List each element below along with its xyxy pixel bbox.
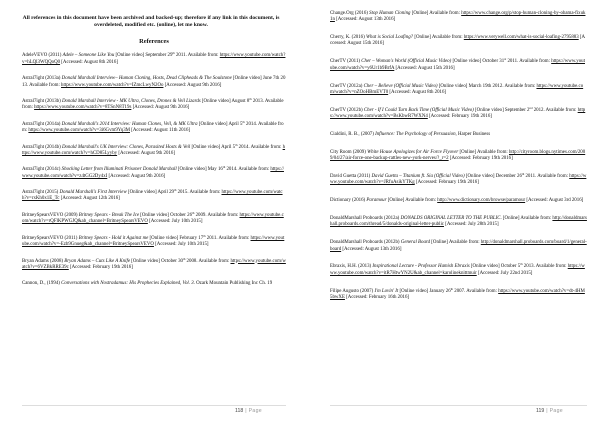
reference-accessed: [Accessed: February 19th 2016] (68, 264, 133, 270)
references-heading: References (139, 38, 169, 46)
reference-accessed: [Accessed: August 12th 2016] (59, 196, 120, 202)
ordinal-suffix: th (235, 142, 238, 147)
reference-author: David Guetta (2011) (330, 174, 372, 180)
page-footer-left (235, 408, 262, 414)
reference-entry (330, 174, 587, 187)
reference-accessed: [Accessed: July 10th 2015] (147, 219, 203, 225)
reference-details: [Online video] April 5 (190, 144, 236, 150)
reference-details: [Online video] April 5 (197, 121, 243, 127)
reference-details: [Online] Available from: (458, 149, 509, 155)
ordinal-suffix: th (222, 165, 226, 170)
reference-accessed: [Accessed: February 16th 2016] (344, 294, 410, 300)
reference-details: [Online] Available from: (413, 35, 464, 41)
reference-link[interactable]: http://cityroom.blogs.nytimes.com/2009/04/27/air-force-one-backup-rattles-new-york-nerves/?_r=2 (330, 149, 586, 162)
reference-author: Dictionary (2016) (330, 198, 367, 204)
reference-link[interactable]: https://www.youtube.com/watch?v=rQFlKPWGJQ&ab_channel=BritneySpearsVEVO (22, 212, 284, 225)
footer-separator: | (245, 408, 247, 414)
reference-details: 2007. Available from: (453, 288, 499, 294)
footer-rule (22, 405, 286, 406)
reference-author: City Room (2009) (330, 149, 368, 155)
reference-accessed: [Accessed: August 9th 2016] (131, 105, 190, 111)
reference-accessed: [Accessed: August 9th 2016] (107, 173, 166, 179)
reference-details: . Ozark Mountain Publishing Inc Ch. 19 (193, 281, 273, 287)
reference-accessed: [Accessed: July 28th 2015] (443, 222, 499, 228)
reference-entry (330, 150, 587, 163)
reference-link[interactable]: https://www.youtube.com/watch?v=hCD85Lyyby (22, 144, 286, 156)
reference-title: Donald Marshall's UK Interview: Clones, Parasited Hosts & Veil (61, 144, 191, 150)
reference-accessed: [Accessed: February 19th 2016] (448, 156, 513, 162)
reference-details: 2008. Available from: (185, 258, 231, 264)
reference-link[interactable]: https://www.change.org/p/stop-human-cloning-by-obama-fixuk1n (330, 11, 586, 23)
reference-entry (330, 132, 587, 138)
reference-entry (22, 190, 286, 203)
reference-title: Donald Marshall's First Interview (59, 190, 127, 196)
page-footer-right (536, 408, 563, 414)
reference-details: [Online video] June 7th 2013. Available from: (22, 76, 286, 88)
reference-accessed: [Accessed: August 9th 2016] (163, 82, 222, 88)
reference-link[interactable]: https://www.youtube.com/watch?v=dt-4HM5bwXE (330, 288, 585, 300)
reference-details: 2014. Available from: (22, 121, 284, 134)
reference-title: DONALDS ORIGINAL LETTER TO THE PUBLIC (400, 216, 501, 222)
reference-details: 2011. Available from: (506, 59, 552, 65)
ordinal-suffix: nd (529, 105, 533, 110)
reference-author: Cannon, D., (1994) (22, 281, 62, 287)
reference-title: Shocking Letter from Illuminati Prisoner Donald Marshall (61, 167, 177, 173)
reference-title: Adele – Someone Like You (62, 53, 115, 59)
ordinal-suffix: th (174, 188, 177, 193)
reference-details: 2013. Available from: (22, 99, 284, 111)
reference-author: Astral7ight (2014c) (22, 167, 62, 173)
reference-title: Bryan Adams – Cuts Like A Knife (64, 258, 131, 264)
archive-notice: All references in this document have been archived and backed-up; therefore if any link in this document, is overdeleted, modified etc. (online), let me know. (22, 15, 280, 29)
left-reference-list (22, 53, 286, 287)
reference-author: Cherry, K. (2016) (330, 35, 366, 41)
reference-link[interactable]: https://www.youtube.com/watch?v=IZmcLwyN2Oo (61, 82, 164, 88)
reference-author: BritneySpearsVEVO (2011) (22, 235, 79, 241)
ordinal-suffix: th (203, 233, 206, 238)
reference-author: Astral7ight (2013a) (22, 76, 62, 82)
reference-entry (22, 119, 286, 135)
reference-details: 2013. Available from: (522, 264, 568, 270)
reference-link[interactable]: https://www.youtube.com/watch?v=itR7HtwYN2U&ab_channel=karolineknittmuir (330, 264, 585, 276)
reference-link[interactable]: https://www.youtube.com/watch?v=8TSnN8T19s (34, 105, 132, 111)
reference-accessed: [Accessed: February 19th 2016] (414, 180, 479, 186)
reference-entry (22, 210, 286, 226)
reference-link[interactable]: https://www.youtube.com/watch?v=6VZBkRRE39c (22, 258, 286, 270)
reference-author: CherTV (2012b) (330, 107, 364, 113)
reference-details: 2012. Available from: (532, 107, 578, 113)
right-page (303, 0, 599, 424)
page-label: Page (248, 408, 262, 414)
reference-details: [Online video] August 8 (200, 99, 250, 105)
reference-accessed: [Accessed: August 13th 2016] (341, 246, 402, 252)
reference-author: Bryan Adams (2008) (22, 258, 65, 264)
reference-entry (330, 84, 587, 97)
reference-author: Astral7ight (2014a) (22, 121, 62, 127)
reference-author: CherTV (2012a) (330, 83, 364, 89)
reference-link[interactable]: http://donaldmarshall.proboards.com/thread/5/donalds-original-letter-public (330, 216, 587, 228)
reference-link[interactable]: https://www.youtube.com/watch?v=hLQl3WQQoQ0 (22, 53, 286, 65)
reference-details: [Online video] April 29 (126, 190, 174, 196)
reference-entry (330, 11, 587, 24)
reference-entry (22, 99, 286, 112)
ordinal-suffix: th (242, 119, 245, 124)
reference-title: White House Apologizes for Air Force Flyover (367, 149, 459, 155)
reference-author: AdeleVEVO (2011) (22, 53, 63, 59)
reference-entry (22, 233, 286, 249)
footer-separator: | (546, 408, 548, 414)
reference-details: 2014. Available from: (225, 167, 271, 173)
reference-details: [Online] Available from: (430, 240, 481, 246)
reference-details: [Online video] September 2 (473, 107, 530, 113)
reference-title: Britney Spears - Break The Ice (78, 212, 140, 218)
reference-author: CherTV (2011) (330, 59, 362, 65)
reference-author: Filipe Augusto (2007) (330, 288, 375, 294)
reference-details: [Online video] May 16 (176, 167, 223, 173)
page-number: 118 (235, 408, 244, 414)
reference-link[interactable]: https://www.youtube.com/watch?v=JRfuAsikYTKg (330, 174, 587, 186)
reference-author: DonaldMarshall Proboards (2012b) (330, 240, 401, 246)
reference-link[interactable]: https://www.youtube.com/watch?v=y6Ur1b9BrfA (330, 59, 585, 71)
reference-author: Astral7ight (2013b) (22, 99, 62, 105)
reference-title: General Board (400, 240, 431, 246)
ordinal-suffix: th (249, 97, 252, 102)
reference-title: What is Social Loafing? (365, 35, 414, 41)
reference-details: . [Online] Available from: (500, 216, 553, 222)
page-label: Page (549, 408, 563, 414)
reference-entry (330, 264, 587, 277)
reference-accessed: [Accessed: February 19th 2016] (427, 114, 492, 120)
reference-entry (330, 240, 587, 253)
reference-entry (22, 281, 286, 287)
reference-accessed: [Accessed: August 13th 2016] (334, 17, 396, 23)
reference-link[interactable]: https://www.youtube.com/watch?v=3i6Gvm9Yq3M (28, 128, 130, 134)
reference-title: I'm Lovin' It (374, 288, 399, 294)
reference-accessed: [Accessed: July 22nd 2015] (476, 270, 533, 276)
reference-details: [Online video] March 19th 2012. Available from: (437, 83, 537, 89)
left-page (0, 0, 296, 424)
reference-details: 2011. Available from: (524, 174, 570, 180)
reference-entry (22, 142, 286, 158)
reference-entry (22, 53, 286, 66)
reference-accessed: [Accessed: August 3rd 2016] (525, 198, 584, 204)
reference-title: Britney Spears - Hold it Against me (78, 235, 149, 241)
reference-link[interactable]: https://www.youtube.com/watch?v=nZOoHBmEVT0 (330, 83, 584, 95)
reference-details: [Online video] September 29 (114, 53, 173, 59)
reference-entry (330, 105, 587, 121)
reference-details: [Online video] December 26 (464, 174, 522, 180)
reference-author: Cialdini, R. B., (2007) (330, 131, 376, 137)
reference-title: Donald Marshall's 2014 Interview: Human Clones, Veil, & MK Ultra (61, 121, 198, 127)
reference-author: BritneySpearsVEVO (2009) (22, 212, 79, 218)
reference-title: Conversations with Nostradamus: His Prophecies Explained, Vol. 3 (61, 281, 194, 287)
reference-accessed: [Accessed: August 8th 2016] (388, 89, 447, 95)
reference-title: Influence: The Psychology of Persuasion (375, 131, 456, 137)
reference-link[interactable]: http://donaldmarshall.proboards.com/board/1/general-board (330, 240, 587, 252)
reference-details: [Online video] October 26 (139, 212, 193, 218)
reference-accessed: [Accessed: July 10th 2015] (153, 242, 209, 248)
reference-details: 2014. Available from: (237, 144, 283, 150)
reference-details: [Online video] October 30 (130, 258, 183, 264)
reference-accessed: [Accessed: August 15th 2016] (394, 65, 455, 71)
reference-title: Stop Human Cloning (369, 11, 411, 16)
reference-details: [Online video] February 17 (148, 235, 204, 241)
right-reference-list (330, 11, 587, 301)
reference-author: Astral7ight (2015) (22, 190, 60, 196)
reference-details: 2011. Available from: (174, 53, 220, 59)
reference-entry (330, 198, 587, 204)
reference-link[interactable]: https://www.youtube.com/watch?v=-Ezb9Gnueg&ab_channel=BritneySpearsVEVO (22, 235, 285, 248)
reference-link[interactable]: http://www.dictionary.com/browse/paramour (437, 198, 526, 204)
reference-title: Cher - If I Could Turn Back Time (Official Music Video) (363, 107, 474, 113)
reference-author: DonaldMarshall Proboards (2012a) (330, 216, 401, 222)
reference-author: Ebraxis, H.H. (2013) (330, 264, 373, 270)
reference-details: 2011. Available from: (205, 235, 251, 241)
left-page-content (22, 15, 286, 298)
reference-link[interactable]: https://www.youtube.com/watch?v=BsKbwR7WXN4 (330, 107, 586, 120)
reference-entry (330, 216, 587, 229)
right-page-content (330, 11, 587, 313)
reference-author: Astral7ight (2014b) (22, 144, 62, 150)
page-number: 119 (536, 408, 545, 414)
reference-entry (330, 59, 587, 72)
reference-title: Donald Marshall Interview– Human Cloning, Hosts, Dead Clipheads & The Soulstone (61, 76, 232, 82)
reference-accessed: [Accessed: August 8th 2016] (60, 59, 118, 65)
reference-details: [Online video] October 31 (451, 59, 505, 65)
reference-details: [Online video] January 26 (398, 288, 451, 294)
reference-author: Change.Org (2016) (330, 11, 370, 16)
ordinal-suffix: th (521, 172, 525, 177)
reference-title: Cher – Woman's World (Official Music Video) (361, 59, 452, 65)
reference-accessed: [Accessed: August 11th 2016] (130, 128, 191, 134)
reference-details: [Online video] October 5 (469, 264, 521, 270)
reference-title: Inspirational Lecture - Professor Hamish Ebraxis (372, 264, 470, 270)
footer-rule (330, 405, 587, 406)
reference-entry (22, 256, 286, 272)
ordinal-suffix: th (450, 286, 454, 291)
reference-accessed: [Accessed: August 9th 2016] (117, 150, 175, 156)
ordinal-suffix: th (192, 210, 195, 215)
reference-details: [Online] Available from: (386, 198, 438, 204)
ordinal-suffix: th (172, 51, 175, 56)
reference-title: Cher – Believe (Official Music Video) (363, 83, 438, 89)
reference-entry (22, 167, 286, 180)
ordinal-suffix: st (504, 57, 507, 62)
reference-accessed: [Accessed: August 15th 2016] (330, 35, 586, 47)
reference-link[interactable]: https://www.youtube.com/watch?v=z4tGG2Dy4xI (22, 167, 284, 179)
reference-entry (330, 286, 587, 302)
reference-title: Paramour (366, 198, 387, 204)
reference-details: , Harper Business (455, 131, 491, 137)
reference-details: [Online] Available from: (410, 11, 462, 16)
reference-details: 2009. Available from: (194, 212, 240, 218)
reference-entry (330, 35, 587, 48)
reference-link[interactable]: https://www.youtube.com/watch?v=rxKh0x1E_Tc (22, 190, 283, 202)
reference-entry (22, 76, 286, 89)
ordinal-suffix: th (182, 256, 186, 261)
ordinal-suffix: th (520, 262, 523, 267)
reference-title: David Guetta – Titanium ft. Sia (Official Video) (371, 174, 465, 180)
reference-details: 2015. Available from: (176, 190, 222, 196)
reference-link[interactable]: https://www.verywell.com/what-is-social-loafing-2795883 (463, 35, 579, 41)
reference-title: Donald Marshall Interview - MK Ultra, Clones, Drones & Veil Lizards (61, 99, 201, 105)
